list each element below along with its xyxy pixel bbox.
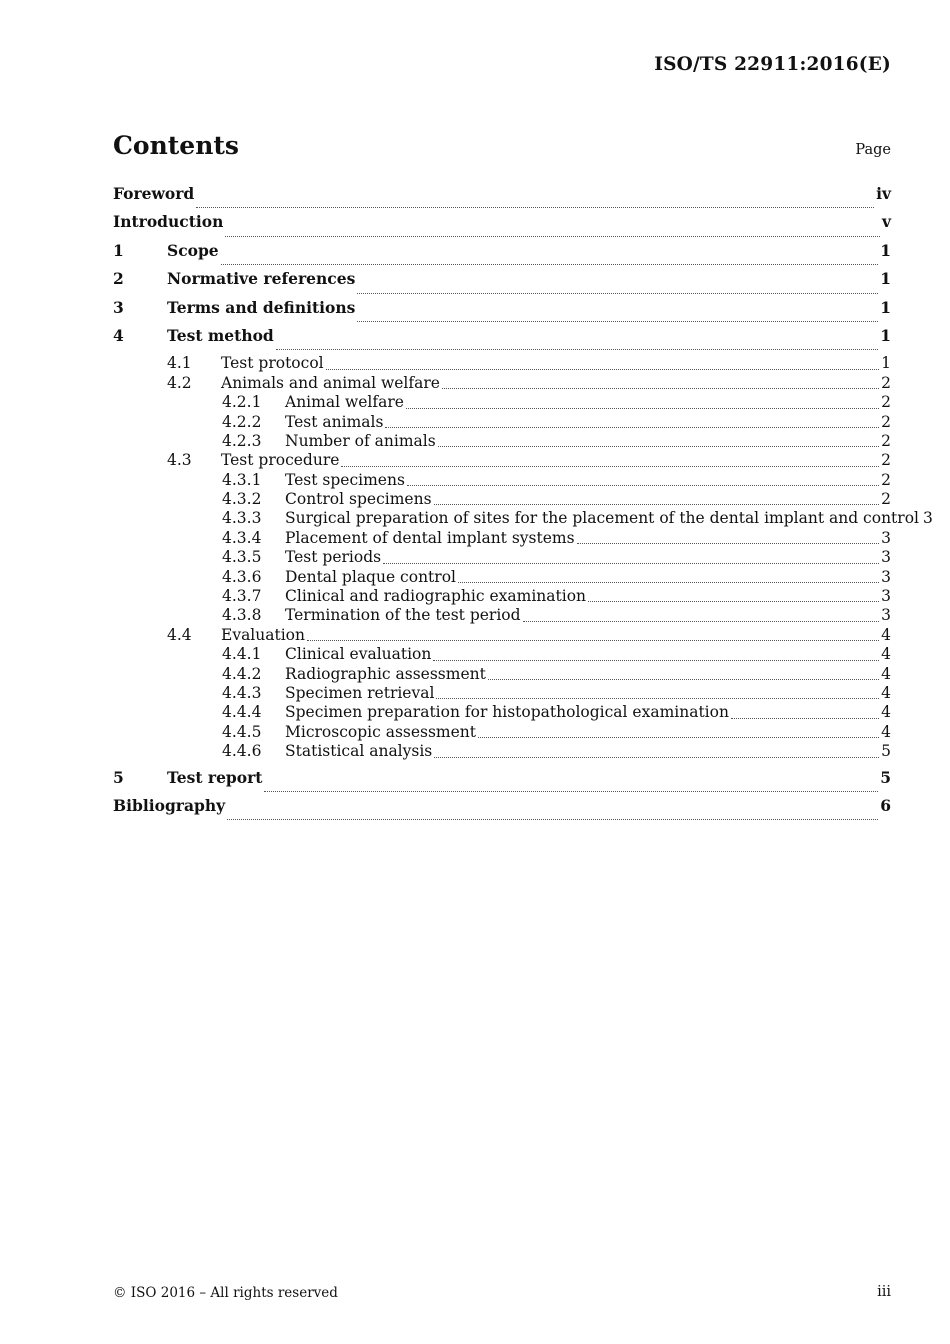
toc-entry[interactable] bbox=[113, 665, 891, 684]
toc-leader-dots bbox=[407, 485, 879, 486]
toc-entry-title: Test specimens bbox=[285, 470, 405, 489]
page-number: iii bbox=[877, 1284, 891, 1300]
toc-entry-title: Microscopic assessment bbox=[285, 722, 477, 741]
toc-entry[interactable] bbox=[113, 269, 891, 297]
toc-leader-dots bbox=[225, 236, 880, 237]
toc-entry-title: Test animals bbox=[285, 412, 384, 431]
toc-leader-dots bbox=[438, 446, 879, 447]
toc-entry-number: 4.3.4 bbox=[222, 528, 262, 547]
toc-entry-number: 4.3.3 bbox=[222, 509, 262, 528]
toc-entry-page: 3 bbox=[881, 567, 891, 586]
toc-entry-number: 4.1 bbox=[167, 354, 192, 373]
toc-leader-dots bbox=[731, 718, 879, 719]
toc-leader-dots bbox=[577, 543, 880, 544]
table-of-contents bbox=[113, 184, 933, 824]
toc-entry[interactable] bbox=[113, 742, 891, 761]
toc-leader-dots bbox=[383, 563, 879, 564]
toc-entry[interactable] bbox=[113, 471, 891, 490]
toc-entry-title: Specimen preparation for histopathological examination bbox=[285, 703, 729, 722]
toc-leader-dots bbox=[478, 737, 879, 738]
toc-entry[interactable] bbox=[113, 768, 891, 796]
toc-entry[interactable] bbox=[113, 703, 891, 722]
toc-leader-dots bbox=[442, 388, 879, 389]
toc-entry-page: 3 bbox=[881, 587, 891, 606]
toc-leader-dots bbox=[588, 601, 879, 602]
toc-entry-page: 3 bbox=[922, 509, 933, 528]
toc-entry-title: Clinical and radiographic examination bbox=[285, 587, 587, 606]
toc-entry-page: 5 bbox=[880, 767, 891, 787]
toc-entry[interactable] bbox=[113, 548, 891, 567]
toc-entry-title: Test procedure bbox=[221, 451, 340, 470]
toc-entry-title: Control specimens bbox=[285, 490, 432, 509]
toc-entry-number: 2 bbox=[113, 269, 124, 289]
toc-leader-dots bbox=[326, 369, 880, 370]
toc-entry-title: Introduction bbox=[113, 212, 224, 232]
toc-leader-dots bbox=[458, 582, 879, 583]
toc-entry[interactable] bbox=[113, 796, 891, 824]
toc-entry-number: 4.4.3 bbox=[222, 683, 262, 702]
toc-entry-page: iv bbox=[876, 184, 891, 203]
toc-leader-dots bbox=[357, 293, 878, 294]
toc-leader-dots bbox=[385, 427, 879, 428]
toc-entry-title: Test method bbox=[167, 325, 274, 345]
toc-entry-number: 4.3.8 bbox=[222, 606, 262, 625]
toc-entry-number: 4.2 bbox=[167, 373, 192, 392]
toc-entry-title: Test protocol bbox=[221, 354, 324, 373]
toc-leader-dots bbox=[436, 698, 879, 699]
toc-entry-number: 4.3.1 bbox=[222, 470, 262, 489]
toc-entry[interactable] bbox=[113, 509, 933, 528]
toc-entry-title: Scope bbox=[167, 240, 219, 260]
toc-entry-number: 4.4.6 bbox=[222, 742, 262, 761]
toc-entry[interactable] bbox=[113, 393, 891, 412]
toc-entry-number: 4.3.7 bbox=[222, 587, 262, 606]
toc-entry[interactable] bbox=[113, 684, 891, 703]
toc-entry-title: Statistical analysis bbox=[285, 742, 433, 761]
toc-entry-number: 4.2.3 bbox=[222, 431, 262, 450]
toc-entry[interactable] bbox=[113, 606, 891, 625]
toc-entry[interactable] bbox=[113, 587, 891, 606]
toc-leader-dots bbox=[221, 264, 879, 265]
toc-entry-title: Specimen retrieval bbox=[285, 683, 435, 702]
page-column-label: Page bbox=[855, 142, 891, 158]
toc-entry-page: 3 bbox=[881, 528, 891, 547]
toc-entry-page: 4 bbox=[881, 722, 891, 741]
toc-entry-title: Test report bbox=[167, 767, 263, 787]
toc-entry-title: Dental plaque control bbox=[285, 567, 456, 586]
toc-entry-title: Animals and animal welfare bbox=[221, 373, 440, 392]
toc-entry-page: 2 bbox=[881, 490, 891, 509]
toc-entry[interactable] bbox=[113, 413, 891, 432]
toc-entry[interactable] bbox=[113, 374, 891, 393]
toc-entry-title: Normative references bbox=[167, 269, 356, 289]
toc-entry-number: 3 bbox=[113, 297, 124, 317]
toc-entry-title: Termination of the test period bbox=[285, 606, 521, 625]
toc-leader-dots bbox=[488, 679, 879, 680]
toc-entry[interactable] bbox=[113, 212, 891, 240]
toc-entry[interactable] bbox=[113, 723, 891, 742]
toc-leader-dots bbox=[276, 349, 878, 350]
toc-entry-page: 3 bbox=[881, 548, 891, 567]
toc-entry-title: Terms and definitions bbox=[167, 297, 356, 317]
toc-entry-page: 1 bbox=[880, 240, 891, 260]
toc-entry[interactable] bbox=[113, 432, 891, 451]
toc-entry-number: 4.3.5 bbox=[222, 548, 262, 567]
toc-entry-title: Animal welfare bbox=[285, 393, 404, 412]
toc-entry-page: 5 bbox=[881, 742, 891, 761]
toc-entry-title: Clinical evaluation bbox=[285, 645, 432, 664]
toc-leader-dots bbox=[357, 321, 878, 322]
toc-entry-page: 1 bbox=[880, 269, 891, 289]
toc-leader-dots bbox=[434, 504, 880, 505]
toc-entry[interactable] bbox=[113, 241, 891, 269]
toc-leader-dots bbox=[433, 660, 879, 661]
toc-leader-dots bbox=[264, 791, 878, 792]
toc-entry[interactable] bbox=[113, 645, 891, 664]
toc-entry-title: Radiographic assessment bbox=[285, 664, 486, 683]
toc-entry-number: 4 bbox=[113, 325, 124, 345]
toc-entry[interactable] bbox=[113, 354, 891, 373]
toc-entry-page: 4 bbox=[881, 683, 891, 702]
toc-entry[interactable] bbox=[113, 326, 891, 354]
toc-entry-title: Evaluation bbox=[221, 625, 305, 644]
toc-entry-page: 2 bbox=[881, 412, 891, 431]
toc-entry-page: 2 bbox=[881, 470, 891, 489]
toc-entry[interactable] bbox=[113, 184, 891, 212]
toc-leader-dots bbox=[307, 640, 879, 641]
toc-entry-page: v bbox=[881, 212, 891, 232]
toc-entry-page: 2 bbox=[881, 393, 891, 412]
toc-entry-number: 4.4 bbox=[167, 625, 192, 644]
toc-entry[interactable] bbox=[113, 568, 891, 587]
toc-entry-title: Number of animals bbox=[285, 431, 436, 450]
toc-entry-page: 2 bbox=[881, 373, 891, 392]
toc-entry-page: 6 bbox=[880, 795, 891, 815]
toc-entry-number: 4.3.6 bbox=[222, 567, 262, 586]
toc-entry-number: 4.4.4 bbox=[222, 703, 262, 722]
toc-entry[interactable] bbox=[113, 626, 891, 645]
toc-entry-page: 4 bbox=[881, 625, 891, 644]
toc-entry-number: 5 bbox=[113, 767, 124, 787]
toc-entry[interactable] bbox=[113, 529, 891, 548]
toc-entry-number: 4.3.2 bbox=[222, 490, 262, 509]
toc-entry-page: 4 bbox=[881, 703, 891, 722]
toc-entry-page: 1 bbox=[881, 354, 891, 373]
toc-entry-number: 1 bbox=[113, 240, 124, 260]
toc-entry-page: 2 bbox=[881, 451, 891, 470]
toc-leader-dots bbox=[406, 408, 879, 409]
toc-entry-page: 4 bbox=[881, 664, 891, 683]
toc-entry[interactable] bbox=[113, 298, 891, 326]
toc-entry-page: 1 bbox=[880, 297, 891, 317]
toc-entry-number: 4.3 bbox=[167, 451, 192, 470]
toc-entry-title: Bibliography bbox=[113, 795, 226, 815]
toc-entry-title: Foreword bbox=[113, 184, 195, 203]
toc-entry-number: 4.4.5 bbox=[222, 722, 262, 741]
toc-leader-dots bbox=[227, 819, 878, 820]
toc-entry-number: 4.4.1 bbox=[222, 645, 262, 664]
toc-entry-number: 4.2.2 bbox=[222, 412, 262, 431]
toc-entry-title: Placement of dental implant systems bbox=[285, 528, 575, 547]
toc-entry-page: 3 bbox=[881, 606, 891, 625]
toc-entry-number: 4.2.1 bbox=[222, 393, 262, 412]
toc-leader-dots bbox=[434, 757, 879, 758]
copyright-notice: © ISO 2016 – All rights reserved bbox=[113, 1285, 338, 1301]
toc-leader-dots bbox=[196, 207, 874, 208]
toc-entry-number: 4.4.2 bbox=[222, 664, 262, 683]
toc-leader-dots bbox=[341, 466, 879, 467]
toc-entry-title: Test periods bbox=[285, 548, 382, 567]
toc-leader-dots bbox=[523, 621, 880, 622]
toc-entry-page: 1 bbox=[880, 325, 891, 345]
toc-entry[interactable] bbox=[113, 490, 891, 509]
document-id: ISO/TS 22911:2016(E) bbox=[654, 54, 891, 75]
page-title: Contents bbox=[113, 131, 240, 160]
toc-entry-title: Surgical preparation of sites for the placement of the dental implant and control bbox=[285, 509, 919, 528]
toc-entry-page: 2 bbox=[881, 431, 891, 450]
toc-entry[interactable] bbox=[113, 451, 891, 470]
toc-entry-page: 4 bbox=[881, 645, 891, 664]
